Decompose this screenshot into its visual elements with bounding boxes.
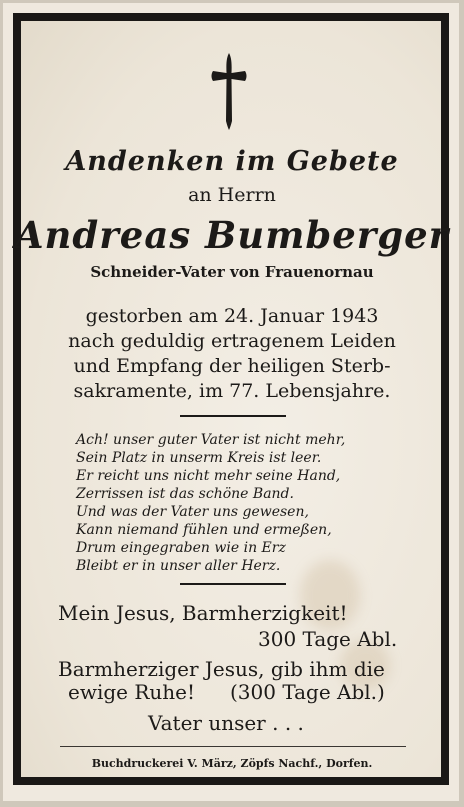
printer-imprint: Buchdruckerei V. März, Zöpfs Nachf., Dorfen. [91, 757, 373, 770]
death-text-line: nach geduldig ertragenem Leiden [68, 330, 396, 352]
death-text-line: und Empfang der heiligen Sterb- [73, 355, 391, 377]
dedication-line: an Herrn [188, 184, 276, 206]
card-title: Andenken im Gebete [65, 146, 399, 177]
death-text-line: gestorben am 24. Januar 1943 [85, 305, 379, 327]
prayer-line: Vater unser . . . [148, 711, 304, 735]
poem-line: Kann niemand fühlen und ermeßen, [76, 522, 332, 538]
divider [180, 415, 286, 417]
poem-line: Bleibt er in unser aller Herz. [76, 558, 281, 574]
poem-line: Er reicht uns nicht mehr seine Hand, [76, 468, 341, 484]
poem-line: Zerrissen ist das schöne Band. [76, 486, 294, 502]
footer-divider [60, 746, 406, 747]
poem-line: Sein Platz in unserm Kreis ist leer. [76, 450, 322, 466]
divider [180, 583, 286, 585]
poem-line: Und was der Vater uns gewesen, [76, 504, 309, 520]
indulgence-note: 300 Tage Abl. [258, 627, 398, 651]
prayer-line: ewige Ruhe! [68, 680, 196, 704]
prayer-line: Barmherziger Jesus, gib ihm die [58, 657, 385, 681]
death-text-line: sakramente, im 77. Lebensjahre. [73, 380, 391, 402]
indulgence-note: (300 Tage Abl.) [230, 680, 385, 704]
deceased-occupation: Schneider-Vater von Frauenornau [90, 263, 374, 281]
poem-line: Drum eingegraben wie in Erz [76, 540, 286, 556]
deceased-name: Andreas Bumberger [14, 213, 450, 257]
poem-line: Ach! unser guter Vater ist nicht mehr, [76, 432, 346, 448]
cross-icon [209, 51, 249, 131]
prayer-line: Mein Jesus, Barmherzigkeit! [58, 601, 348, 625]
